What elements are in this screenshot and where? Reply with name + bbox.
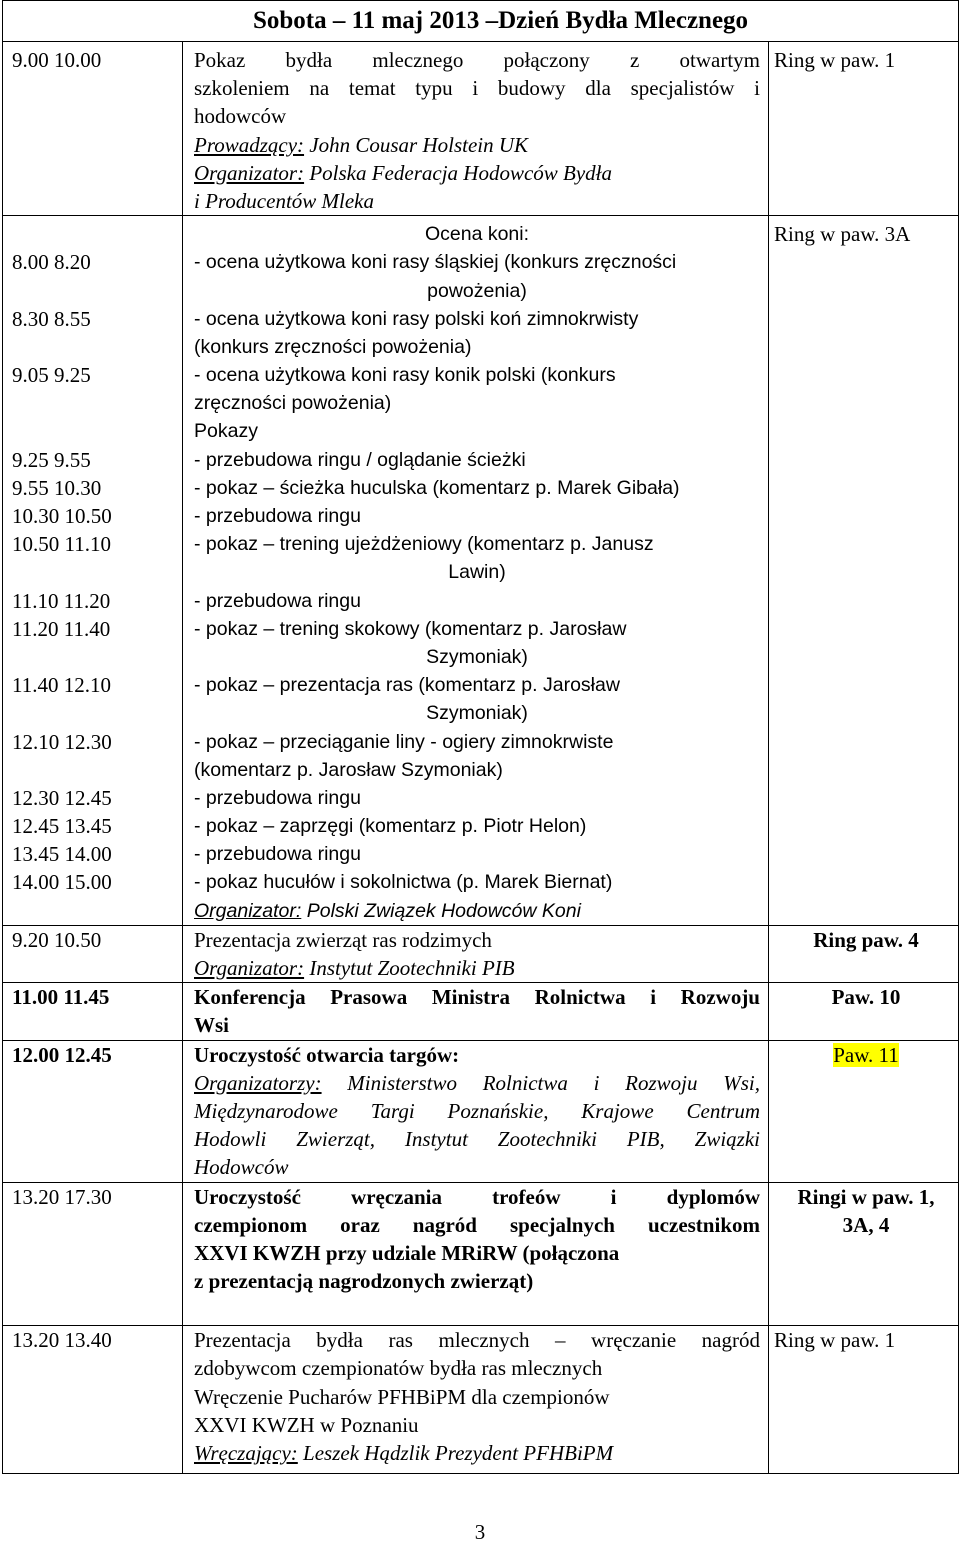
time-text: 10.30 10.50 (12, 504, 112, 528)
desc-line: - pokaz hucułów i sokolnictwa (p. Marek Biernat) (194, 871, 613, 894)
time-text: 13.20 13.40 (12, 1328, 112, 1353)
place-wrap (769, 1041, 958, 1069)
desc-line: Szymoniak) (426, 702, 528, 725)
desc-line: i Producentów Mleka (194, 188, 375, 213)
desc-line: Konferencja Prasowa Ministra Rolnictwa i Rozwoju (194, 985, 760, 1010)
schedule-row (3, 1326, 959, 1474)
place-cell (769, 1040, 959, 1182)
desc-line: powożenia) (427, 279, 527, 302)
desc-line: Prezentacja bydła ras mlecznych – wręczanie nagród (194, 1328, 760, 1353)
place-cell (769, 42, 959, 216)
desc-line: Wsi (194, 1013, 230, 1038)
place-text: Ring paw. 4 (813, 927, 919, 952)
organizer-text: Ministerstwo Rolnictwa i Rozwoju Wsi, (321, 1070, 760, 1095)
desc-line: - ocena użytkowa koni rasy polski koń zimnokrwisty (194, 307, 639, 330)
time-text: 8.30 8.55 (12, 306, 91, 331)
organizer-label: Organizatorzy: (194, 1070, 322, 1095)
organizer-label: Organizator: (194, 160, 305, 185)
time-text: 13.20 17.30 (12, 1184, 112, 1209)
desc-line: Wręczenie Pucharów PFHBiPM dla czempionów (194, 1384, 610, 1409)
desc-line: (konkurs zręczności powożenia) (194, 335, 472, 358)
schedule-row (3, 42, 959, 216)
schedule-row (3, 983, 959, 1040)
presenter-line (183, 1439, 768, 1467)
organizer-label: Organizator: (194, 956, 305, 980)
description-cell (183, 1326, 769, 1474)
time-cell (3, 1182, 183, 1326)
presenter-text: Leszek Hądzlik Prezydent PFHBiPM (297, 1441, 614, 1465)
description-cell (183, 216, 769, 926)
desc-line: - przebudowa ringu (194, 589, 361, 612)
time-text: 13.45 14.00 (12, 842, 112, 867)
time-text: 14.00 15.00 (12, 870, 112, 895)
place-text: Ring w paw. 1 (774, 48, 896, 72)
time-text: 12.10 12.30 (12, 729, 112, 754)
schedule-row (3, 925, 959, 982)
desc-line: Lawin) (448, 561, 506, 584)
schedule-row (3, 216, 959, 926)
description-cell (183, 42, 769, 216)
description-cell (183, 1040, 769, 1182)
desc-line: czempionom oraz nagród specjalnych uczestnikom (194, 1212, 760, 1237)
leader-text: John Cousar Holstein UK (304, 132, 529, 157)
time-text: 11.00 11.45 (12, 985, 110, 1010)
time-cell (3, 216, 183, 926)
time-cell (3, 925, 183, 982)
desc-line: (komentarz p. Jarosław Szymoniak) (194, 758, 503, 781)
desc-line: zdobywcom czempionatów bydła ras mlecznych (194, 1356, 603, 1381)
organizer-line (183, 954, 768, 982)
organizer-line (183, 897, 768, 925)
desc-line: XXVI KWZH przy udziale MRiRW (połączona (194, 1240, 620, 1265)
desc-line: - przebudowa ringu (194, 786, 361, 809)
time-cell (3, 1326, 183, 1474)
desc-line: szkoleniem na temat typu i budowy dla specjalistów i (194, 76, 760, 101)
desc-line: z prezentacją nagrodzonych zwierząt) (194, 1269, 534, 1294)
desc-line: XXVI KWZH w Poznaniu (194, 1412, 419, 1437)
time-cell (3, 42, 183, 216)
desc-line: - przebudowa ringu (194, 843, 361, 866)
time-text: 12.30 12.45 (12, 785, 112, 810)
place-text: 3A, 4 (842, 1212, 890, 1237)
organizer-text: Polski Związek Hodowców Koni (301, 899, 581, 922)
description-cell (183, 1182, 769, 1326)
time-text: 9.20 10.50 (12, 927, 102, 952)
time-cell (3, 983, 183, 1040)
place-cell (769, 1326, 959, 1474)
desc-line: - pokaz – trening ujeżdżeniowy (komentarz p. Janusz (194, 533, 654, 556)
desc-line: Pokazy (194, 420, 258, 443)
desc-line: - ocena użytkowa koni rasy śląskiej (konkurs zręczności (194, 251, 677, 274)
place-cell (769, 983, 959, 1040)
time-text: 11.40 12.10 (12, 673, 111, 698)
desc-line: - przebudowa ringu (194, 505, 361, 527)
organizer-line (183, 159, 768, 187)
time-text: 9.00 10.00 (12, 48, 102, 72)
desc-line: Hodowców (194, 1155, 289, 1180)
place-cell (769, 925, 959, 982)
schedule-row (3, 1182, 959, 1326)
page-number: 3 (474, 1520, 486, 1544)
leader-line (183, 131, 768, 159)
time-text: 12.00 12.45 (12, 1042, 112, 1067)
time-text: 8.00 8.20 (12, 250, 91, 275)
schedule-row (3, 1040, 959, 1182)
desc-line: - pokaz – ścieżka huculska (komentarz p. Marek Gibała) (194, 476, 680, 499)
desc-line: zręczności powożenia) (194, 392, 392, 415)
time-cell (3, 1040, 183, 1182)
desc-line: Międzynarodowe Targi Poznańskie, Krajowe Centrum (194, 1098, 760, 1123)
time-text: 9.05 9.25 (12, 363, 91, 388)
desc-line: - przebudowa ringu / oglądanie ścieżki (194, 448, 526, 471)
place-text: Ring w paw. 1 (774, 1328, 896, 1353)
time-text: 9.25 9.55 (12, 447, 91, 472)
time-text: 12.45 13.45 (12, 814, 112, 839)
organizer-text: Polska Federacja Hodowców Bydła (304, 160, 613, 185)
place-cell (769, 1182, 959, 1326)
time-text: 11.20 11.40 (12, 616, 111, 641)
desc-line: Hodowli Zwierząt, Instytut Zootechniki PIB, Związki (194, 1127, 760, 1152)
desc-line: - pokaz – przeciąganie liny - ogiery zimnokrwiste (194, 730, 614, 753)
desc-line: Uroczystość otwarcia targów: (194, 1042, 460, 1067)
title-row (3, 1, 959, 42)
time-text: 11.10 11.20 (12, 588, 111, 613)
schedule-table (2, 0, 959, 1474)
desc-line: - pokaz – zaprzęgi (komentarz p. Piotr Helon) (194, 815, 587, 838)
presenter-label: Wręczający: (194, 1441, 298, 1465)
organizer-text: Instytut Zootechniki PIB (304, 956, 515, 980)
desc-line: hodowców (194, 104, 287, 129)
desc-line: Uroczystość wręczania trofeów i dyplomów (194, 1184, 760, 1209)
place-text: Ring w paw. 3A (774, 222, 911, 247)
desc-line: - pokaz – prezentacja ras (komentarz p. Jarosław (194, 674, 620, 697)
page-title: Sobota – 11 maj 2013 –Dzień Bydła Mlecznego (3, 1, 959, 42)
desc-line: - pokaz – trening skokowy (komentarz p. Jarosław (194, 617, 627, 640)
description-cell (183, 983, 769, 1040)
desc-line: Szymoniak) (426, 645, 528, 668)
place-text: Paw. 10 (831, 985, 901, 1010)
description-cell (183, 925, 769, 982)
time-text: 10.50 11.10 (12, 532, 111, 557)
organizer-label: Organizator: (194, 899, 302, 922)
desc-line: Prezentacja zwierząt ras rodzimych (194, 927, 492, 952)
leader-label: Prowadzący: (194, 132, 305, 157)
desc-line: Pokaz bydła mlecznego połączony z otwartym (194, 48, 760, 72)
time-text: 9.55 10.30 (12, 475, 102, 500)
desc-line: - ocena użytkowa koni rasy konik polski (konkurs (194, 364, 616, 387)
place-text-highlighted: Paw. 11 (833, 1042, 899, 1067)
organizer-line (183, 1069, 768, 1097)
place-text: Ringi w paw. 1, (797, 1184, 935, 1209)
desc-line: Ocena koni: (424, 223, 530, 246)
place-cell (769, 216, 959, 926)
